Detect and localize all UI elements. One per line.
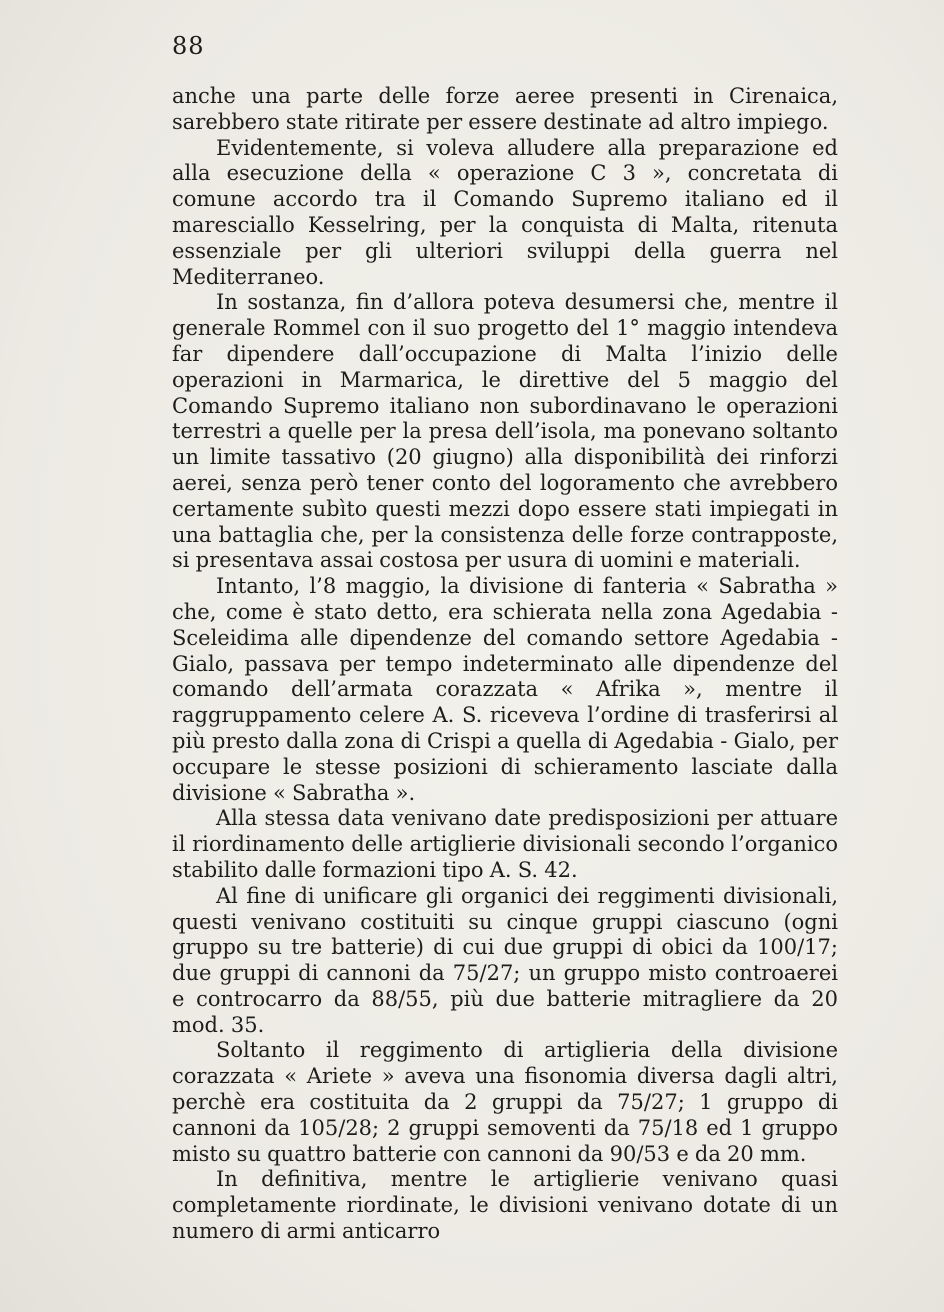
paragraph-4: Intanto, l’8 maggio, la divisione di fanteria « Sabratha » che, come è stato detto, era schierata nella zona Agedabia - Sceleidima alle dipendenze del comando settore Agedabia - Gialo, passava per tempo indeterminato alle dipendenze del comando dell’armata corazzata « Afrika », mentre il raggruppamento celere A. S. riceveva l’ordine di trasferirsi al più presto dalla zona di Crispi a quella di Agedabia - Gialo, per occupare le stesse posizioni di schieramento lasciate dalla divisione « Sabratha ». (172, 574, 838, 805)
body-text (172, 84, 838, 1245)
paragraph-6: Al fine di unificare gli organici dei reggimenti divisionali, questi venivano costituiti su cinque gruppi ciascuno (ogni gruppo su tre batterie) di cui due gruppi di obici da 100/17; due gruppi di cannoni da 75/27; un gruppo misto controaerei e controcarro da 88/55, più due batterie mitragliere da 20 mod. 35. (172, 883, 838, 1037)
paragraph-1: anche una parte delle forze aeree presenti in Cirenaica, sarebbero state ritirate per essere destinate ad altro impiego. (172, 84, 838, 134)
paragraph-2: Evidentemente, si voleva alludere alla preparazione ed alla esecuzione della « operazione C 3 », concretata di comune accordo tra il Comando Supremo italiano ed il maresciallo Kesselring, per la conquista di Malta, ritenuta essenziale per gli ulteriori sviluppi della guerra nel Mediterraneo. (172, 135, 838, 289)
paragraph-7: Soltanto il reggimento di artiglieria della divisione corazzata « Ariete » aveva una fisonomia diversa dagli altri, perchè era costituita da 2 gruppi da 75/27; 1 gruppo di cannoni da 105/28; 2 gruppi semoventi da 75/18 ed 1 gruppo misto su quattro batterie con cannoni da 90/53 e da 20 mm. (172, 1038, 838, 1166)
paragraph-3: In sostanza, fin d’allora poteva desumersi che, mentre il generale Rommel con il suo progetto del 1° maggio intendeva far dipendere dall’occupazione di Malta l’inizio delle operazioni in Marmarica, le direttive del 5 maggio del Comando Supremo italiano non subordinavano le operazioni terrestri a quelle per la presa dell’isola, ma ponevano soltanto un limite tassativo (20 giugno) alla disponibilità dei rinforzi aerei, senza però tener conto del logoramento che avrebbero certamente subìto questi mezzi dopo essere stati impiegati in una battaglia che, per la consistenza delle forze contrapposte, si presentava assai costosa per usura di uomini e materiali. (172, 290, 838, 573)
paragraph-5: Alla stessa data venivano date predisposizioni per attuare il riordinamento delle artiglierie divisionali secondo l’organico stabilito dalle formazioni tipo A. S. 42. (172, 806, 838, 882)
paragraph-8: In definitiva, mentre le artiglierie venivano quasi completamente riordinate, le divisioni venivano dotate di un numero di armi anticarro (172, 1167, 838, 1244)
page-number: 88 (172, 32, 205, 60)
